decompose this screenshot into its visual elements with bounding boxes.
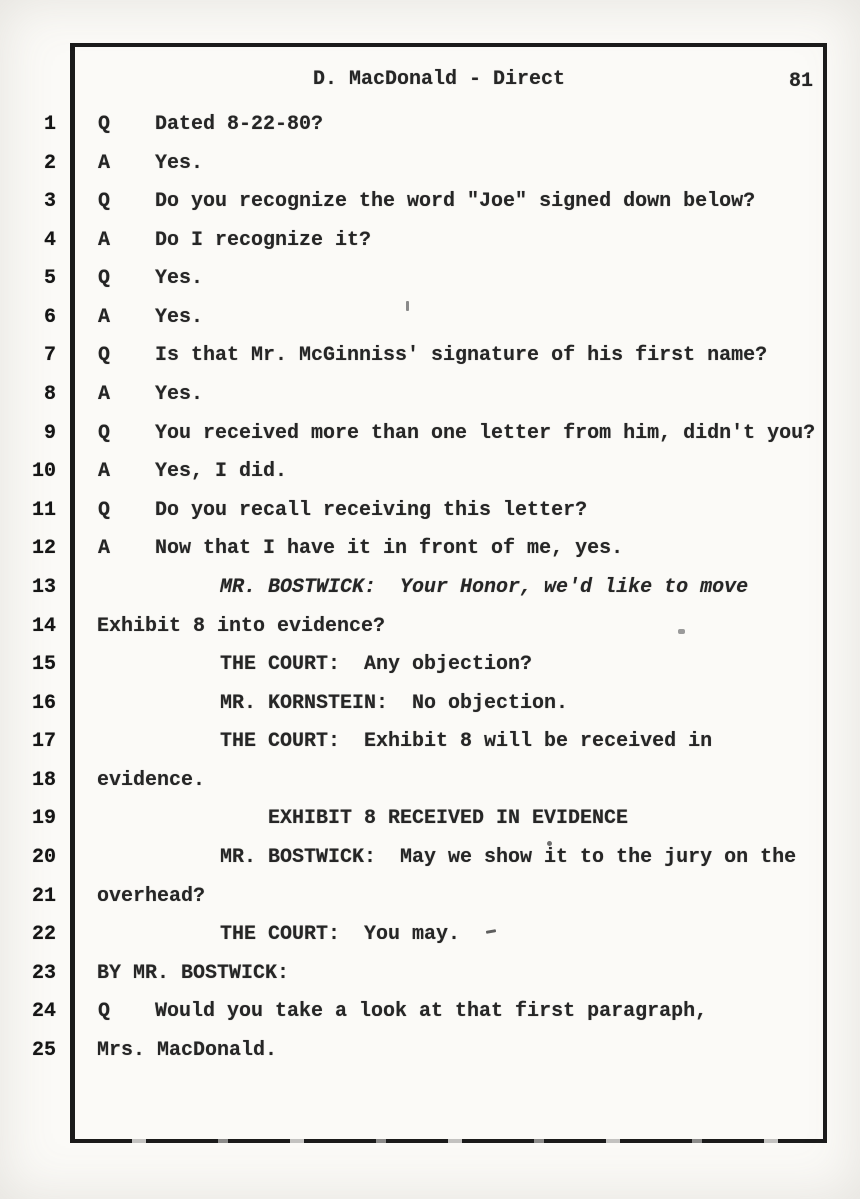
speaker-label: Q [98, 267, 111, 290]
transcript-line [0, 267, 860, 294]
line-text: You received more than one letter from him, didn't you? [155, 422, 816, 445]
transcript-line [0, 306, 860, 333]
speaker-label: A [98, 383, 111, 406]
line-number: 6 [43, 306, 56, 329]
speaker-label: Q [98, 499, 111, 522]
transcript-line [0, 923, 860, 950]
line-text: Yes. [155, 267, 204, 290]
line-text: Now that I have it in front of me, yes. [155, 537, 624, 560]
line-text: Yes, I did. [155, 460, 288, 483]
speaker-label: Q [98, 1000, 111, 1023]
line-number: 22 [31, 923, 56, 946]
transcript-line [0, 1000, 860, 1027]
line-number: 12 [31, 537, 56, 560]
page-title: D. MacDonald - Direct [313, 68, 566, 91]
speaker-label: A [98, 460, 111, 483]
line-text: Do I recognize it? [155, 229, 372, 252]
line-number: 25 [31, 1039, 56, 1062]
line-number: 7 [43, 344, 56, 367]
line-number: 2 [43, 152, 56, 175]
line-text: overhead? [97, 885, 206, 908]
speaker-label: Q [98, 190, 111, 213]
line-number: 14 [31, 615, 56, 638]
transcript-line [0, 962, 860, 989]
transcript-line [0, 769, 860, 796]
transcript-line [0, 422, 860, 449]
line-text: Do you recognize the word "Joe" signed down below? [155, 190, 756, 213]
transcript-line [0, 190, 860, 217]
transcript-line [0, 1039, 860, 1066]
transcript-line [0, 576, 860, 603]
line-text: Is that Mr. McGinniss' signature of his first name? [155, 344, 768, 367]
line-number: 17 [31, 730, 56, 753]
line-number: 11 [31, 499, 56, 522]
line-text: THE COURT: You may. [220, 923, 461, 946]
line-text: BY MR. BOSTWICK: [97, 962, 290, 985]
line-text: MR. BOSTWICK: May we show it to the jury on the [220, 846, 797, 869]
transcript-line [0, 615, 860, 642]
transcript-line [0, 537, 860, 564]
speaker-label: A [98, 306, 111, 329]
line-text: MR. KORNSTEIN: No objection. [220, 692, 569, 715]
speaker-label: A [98, 537, 111, 560]
line-text: EXHIBIT 8 RECEIVED IN EVIDENCE [268, 807, 629, 830]
line-text: Exhibit 8 into evidence? [97, 615, 386, 638]
transcript-line [0, 460, 860, 487]
transcript-line [0, 730, 860, 757]
line-text: Yes. [155, 152, 204, 175]
speaker-label: Q [98, 422, 111, 445]
line-number: 5 [43, 267, 56, 290]
page-number: 81 [789, 70, 814, 93]
transcript-line [0, 692, 860, 719]
line-number: 20 [31, 846, 56, 869]
line-number: 21 [31, 885, 56, 908]
line-number: 9 [43, 422, 56, 445]
transcript-line [0, 653, 860, 680]
transcript-line [0, 885, 860, 912]
line-number: 18 [31, 769, 56, 792]
line-text: THE COURT: Any objection? [220, 653, 533, 676]
line-number: 8 [43, 383, 56, 406]
line-text: evidence. [97, 769, 206, 792]
transcript-line [0, 152, 860, 179]
transcript-line [0, 229, 860, 256]
line-number: 13 [31, 576, 56, 599]
line-text: Do you recall receiving this letter? [155, 499, 588, 522]
line-number: 19 [31, 807, 56, 830]
line-number: 24 [31, 1000, 56, 1023]
transcript-line [0, 113, 860, 140]
line-text: MR. BOSTWICK: Your Honor, we'd like to move [220, 576, 749, 599]
transcript-line [0, 807, 860, 834]
transcript-line [0, 383, 860, 410]
line-number: 16 [31, 692, 56, 715]
line-text: Yes. [155, 383, 204, 406]
speaker-label: Q [98, 344, 111, 367]
transcript-line [0, 344, 860, 371]
speaker-label: Q [98, 113, 111, 136]
line-text: Mrs. MacDonald. [97, 1039, 278, 1062]
line-text: Would you take a look at that first paragraph, [155, 1000, 708, 1023]
transcript-line [0, 499, 860, 526]
line-number: 3 [43, 190, 56, 213]
line-text: Dated 8-22-80? [155, 113, 324, 136]
line-number: 4 [43, 229, 56, 252]
transcript-line [0, 846, 860, 873]
line-number: 15 [31, 653, 56, 676]
line-number: 10 [31, 460, 56, 483]
speaker-label: A [98, 229, 111, 252]
line-number: 1 [43, 113, 56, 136]
line-text: Yes. [155, 306, 204, 329]
line-text: THE COURT: Exhibit 8 will be received in [220, 730, 713, 753]
speaker-label: A [98, 152, 111, 175]
line-number: 23 [31, 962, 56, 985]
